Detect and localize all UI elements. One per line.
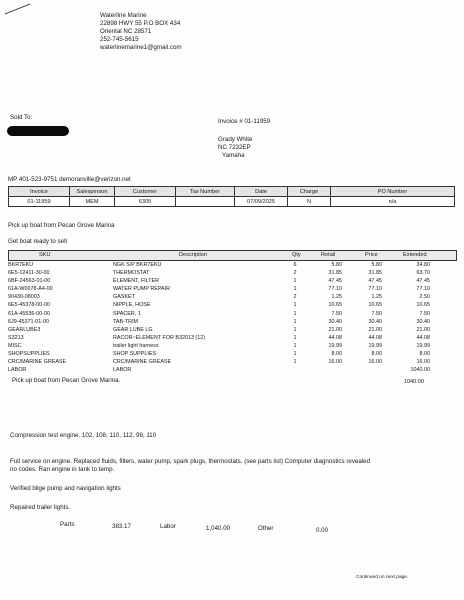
note-pickup: Pick up boat from Pecan Grove Marina	[8, 222, 115, 229]
item-price: 7.50	[371, 310, 382, 317]
customer-engine-make: Yamaha	[222, 152, 245, 159]
table-row	[8, 350, 455, 358]
item-qty: 1	[293, 342, 297, 349]
item-price: 77.10	[368, 286, 382, 293]
company-name: Waterline Marine	[100, 12, 147, 19]
item-sku: BKR7EKU	[8, 262, 34, 268]
customer-name: Grady White	[218, 136, 253, 143]
val-customer: 6305	[115, 197, 176, 207]
col-customer: Customer	[115, 187, 176, 197]
items-col-extended: Extended	[403, 252, 427, 258]
table-row	[8, 318, 455, 326]
trailer-note: Repaired trailer lights.	[10, 504, 71, 511]
item-description: NGK S/P BKR7EKU	[113, 262, 162, 268]
item-description: NIPPLE, HOSE	[113, 302, 151, 309]
table-row	[8, 326, 455, 334]
company-address-line2: Oriental NC 28571	[100, 28, 152, 35]
item-sku: CRC/MARINE GREASE	[8, 359, 67, 366]
items-table-header	[8, 250, 457, 261]
item-retail: 10.65	[328, 302, 342, 309]
item-retail: 7.50	[331, 310, 342, 317]
item-extended: 21.00	[416, 326, 430, 333]
item-extended: 47.45	[416, 278, 430, 285]
items-col-description: Description	[179, 252, 207, 258]
item-sku: 90430-08003	[8, 294, 40, 301]
item-extended: 10.65	[416, 302, 430, 309]
company-address-line1: 22898 HWY 55 P.O BOX 434	[100, 20, 181, 27]
contact-line: MP 401-523-9751 demoranville@verizon.net	[8, 176, 131, 183]
item-qty: 2	[293, 270, 297, 277]
item-extended: 77.10	[416, 286, 430, 293]
item-sku: SHOPSUPPLIES	[8, 351, 50, 358]
items-col-qty: Qty	[292, 252, 301, 258]
table-row	[8, 269, 455, 277]
invoice-number: Invoice # 01-11959	[218, 118, 271, 125]
item-retail: 30.40	[328, 318, 342, 325]
item-sku: 6E5-12411-30-00	[8, 270, 50, 277]
service-line-1: Full service on engine. Replaced fluids, filters, water pump, spark plugs, thermostats. (see parts list) Computer diagnostics revealed	[10, 458, 371, 465]
invoice-header-table	[8, 186, 455, 207]
header-table-columns	[9, 187, 455, 197]
item-description: THERMOSTAT	[113, 270, 150, 277]
item-qty: 1	[293, 302, 297, 309]
parts-value: 383.17	[112, 523, 131, 530]
col-tax-number: Tax Number	[176, 187, 235, 197]
item-price: 16.00	[368, 359, 382, 366]
val-po-number: n/a	[331, 197, 455, 207]
item-description: GASKET	[113, 294, 135, 301]
table-row	[8, 277, 455, 285]
item-price: 8.00	[371, 351, 382, 358]
compression-test: Compression test engine. 102, 108, 110, 112, 98, 110	[10, 432, 157, 439]
item-extended: 63.70	[416, 270, 430, 277]
item-qty: 1	[293, 318, 297, 325]
table-row	[8, 285, 455, 293]
item-qty: 1	[293, 278, 297, 285]
item-qty: 2	[293, 294, 297, 301]
item-retail: 5.80	[331, 262, 342, 268]
item-extended: 19.99	[416, 342, 430, 349]
company-email: waterlinemarine1@gmail.com	[100, 44, 182, 51]
item-retail: 77.10	[328, 286, 342, 293]
redacted-name-block	[7, 126, 69, 136]
item-price: 31.85	[368, 270, 382, 277]
col-charge: Charge	[288, 187, 331, 197]
item-qty: 6	[293, 262, 297, 268]
table-row	[8, 366, 455, 374]
item-description: LABOR	[113, 367, 132, 374]
table-row	[8, 301, 455, 309]
item-retail: 19.99	[328, 342, 342, 349]
item-qty: 1	[293, 326, 297, 333]
bilge-note: Verified bilge pump and navigation lights	[10, 485, 121, 492]
item-price: 19.99	[368, 342, 382, 349]
item-description: WATER PUMP REPAIR	[113, 286, 171, 293]
table-row	[8, 261, 455, 269]
items-col-price: Price	[365, 252, 378, 258]
item-description: TAB-TRIM	[113, 318, 139, 325]
item-sku: S3213	[8, 334, 24, 341]
table-row	[8, 342, 455, 350]
item-price: 21.00	[368, 326, 382, 333]
val-invoice: 01-11959	[9, 197, 70, 207]
item-qty: 1	[293, 334, 297, 341]
other-value: 0.00	[316, 527, 329, 534]
item-sku: 6J9-45371-01-00	[8, 318, 50, 325]
corner-slash-mark	[4, 3, 32, 15]
company-phone: 252-745-5615	[100, 36, 139, 43]
item-qty: 1	[293, 351, 297, 358]
items-table-body	[8, 261, 455, 374]
val-tax-number	[176, 197, 235, 207]
item-description: SHOP SUPPLIES	[113, 351, 157, 358]
item-retail: 47.45	[328, 278, 342, 285]
sold-to-label: Sold To:	[10, 114, 33, 121]
table-row	[8, 310, 455, 318]
table-row	[8, 293, 455, 301]
item-price: 10.65	[368, 302, 382, 309]
item-retail: 8.00	[331, 351, 342, 358]
col-salesperson: Salesperson	[70, 187, 115, 197]
header-table-values	[9, 197, 455, 207]
item-sku: 6BF-24563-01-00	[8, 278, 51, 285]
item-extended: 30.40	[416, 318, 430, 325]
items-col-retail: Retail	[321, 252, 336, 258]
note-get-ready: Get boat ready to sell	[8, 238, 67, 245]
col-invoice: Invoice	[9, 187, 70, 197]
item-retail: 21.00	[328, 326, 342, 333]
item-retail: 31.85	[328, 270, 342, 277]
item-price: 1.25	[371, 294, 382, 301]
item-price: 47.45	[368, 278, 382, 285]
item-description: ELEMENT, FILTER	[113, 278, 160, 285]
col-po-number: PO Number	[331, 187, 455, 197]
item-retail: 1.25	[331, 294, 342, 301]
item-retail: 16.00	[328, 359, 342, 366]
item-sku: 61A-45536-00-00	[8, 310, 50, 317]
item-extended: 16.00	[416, 359, 430, 366]
item-sku: LABOR	[8, 367, 27, 374]
val-salesperson: MEM	[70, 197, 115, 207]
item-extended: 2.50	[419, 294, 430, 301]
item-price: 5.80	[371, 262, 382, 268]
item-description: trailer light harness	[113, 342, 159, 349]
val-charge: N	[288, 197, 331, 207]
item-sku: 61A-W0078-A4-00	[8, 286, 53, 293]
item-description: CRC/MARINE GREASE	[113, 359, 172, 366]
item-extended: 34.80	[416, 262, 430, 268]
col-date: Date	[235, 187, 288, 197]
item-sku: MISC	[8, 342, 22, 349]
labor-label: Labor	[160, 523, 176, 530]
parts-label: Parts	[60, 521, 75, 528]
item-extended: 7.50	[419, 310, 430, 317]
items-col-sku: SKU	[39, 252, 51, 258]
item-qty: 1	[293, 310, 297, 317]
labor-extended-total: 1040.00	[403, 379, 424, 385]
table-row	[8, 358, 455, 366]
item-extended: 1040.00	[410, 367, 430, 374]
item-retail: 44.08	[328, 334, 342, 341]
labor-note: Pick up boat from Pecan Grove Marina.	[12, 377, 121, 384]
item-extended: 44.08	[416, 334, 430, 341]
item-qty: 1	[293, 286, 297, 293]
service-line-2: no codes. Ran engine in tank to temp.	[10, 466, 115, 473]
other-label: Other	[258, 525, 274, 532]
item-description: GEAR LUBE LG	[113, 326, 153, 333]
continued-note: Continued on next page.	[356, 575, 409, 580]
item-description: RACOR~ELEMENT FOR B32013 (12)	[113, 334, 206, 341]
item-sku: 6E5-45378-00-00	[8, 302, 50, 309]
item-price: 30.40	[368, 318, 382, 325]
item-extended: 8.00	[419, 351, 430, 358]
table-row	[8, 334, 455, 342]
val-date: 07/09/2025	[235, 197, 288, 207]
labor-value: 1,040.00	[206, 525, 231, 532]
item-price: 44.08	[368, 334, 382, 341]
customer-registration: NC 7232EP	[218, 144, 251, 151]
item-sku: GEARLUBE3	[8, 326, 41, 333]
item-description: SPACER, 1	[113, 310, 141, 317]
item-qty: 1	[293, 359, 297, 366]
